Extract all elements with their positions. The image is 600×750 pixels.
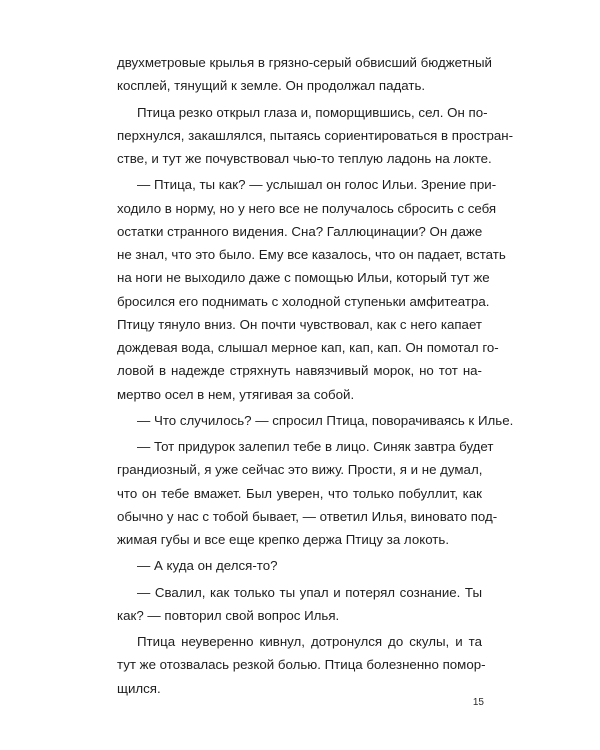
text-line: стве, и тут же почувствовал чью-то теплую ладонь на локте. (117, 151, 492, 166)
text-line: мертво осел в нем, утягивая за собой. (117, 386, 355, 402)
text-line: грандиозный, я уже сейчас это вижу. Прости, я и не думал, (117, 462, 483, 478)
text-line: жимая губы и все еще крепко держа Птицу за локоть. (117, 532, 450, 547)
text-line: — Что случилось? — спросил Птица, поворачиваясь к Илье. (137, 412, 514, 428)
paragraph (117, 409, 514, 432)
text-line: что он тебе вмажет. Был уверен, что только побуллит, как (117, 485, 482, 501)
paragraph (117, 435, 498, 551)
text-line: обычно у нас с тобой бывает, — ответил Илья, виновато под- (117, 508, 498, 524)
text-line: тут же отозвалась резкой болью. Птица болезненно помор- (117, 657, 486, 673)
text-line: — Тот придурок залепил тебе в лицо. Синяк завтра будет (137, 439, 494, 454)
text-line: — А куда он делся-то? (137, 558, 278, 574)
page-number: 15 (472, 697, 484, 708)
text-line: ходило в норму, но у него все не получалось сбросить с себя (117, 200, 497, 216)
text-line: ловой в надежде стряхнуть навязчивый морок, но тот на- (117, 363, 482, 379)
text-line: щился. (117, 680, 161, 696)
text-line: косплей, тянущий к земле. Он продолжал падать. (117, 78, 426, 94)
paragraph (117, 51, 492, 98)
paragraph (117, 101, 514, 171)
text-line: остатки странного видения. Сна? Галлюцинации? Он даже (117, 223, 483, 239)
text-line: дождевая вода, слышал мерное кап, кап, кап. Он помотал го- (117, 340, 499, 355)
paragraph (117, 554, 482, 577)
text-line: перхнулся, закашлялся, пытаясь сориентироваться в простран- (117, 127, 514, 143)
paragraph (117, 630, 486, 700)
text-line: как? — повторил свой вопрос Илья. (117, 607, 340, 623)
text-line: на ноги не выходило даже с помощью Ильи, который тут же (117, 270, 490, 286)
text-line: — Свалил, как только ты упал и потерял сознание. Ты (137, 584, 482, 600)
text-line: не знал, что это было. Ему все казалось, что он падает, встать (117, 247, 506, 262)
text-line: Птица резко открыл глаза и, поморщившись, сел. Он по- (137, 104, 488, 120)
paragraph (117, 173, 506, 406)
text-line: — Птица, ты как? — услышал он голос Ильи. Зрение при- (137, 177, 497, 193)
text-line: бросился его поднимать с холодной ступеньки амфитеатра. (117, 293, 490, 309)
text-line: Птицу тянуло вниз. Он почти чувствовал, как с него капает (117, 316, 482, 332)
body-text (117, 51, 514, 700)
paragraph (117, 581, 482, 628)
text-line: двухметровые крылья в грязно-серый обвисший бюджетный (117, 55, 492, 70)
text-line: Птица неуверенно кивнул, дотронулся до скулы, и та (137, 634, 482, 649)
